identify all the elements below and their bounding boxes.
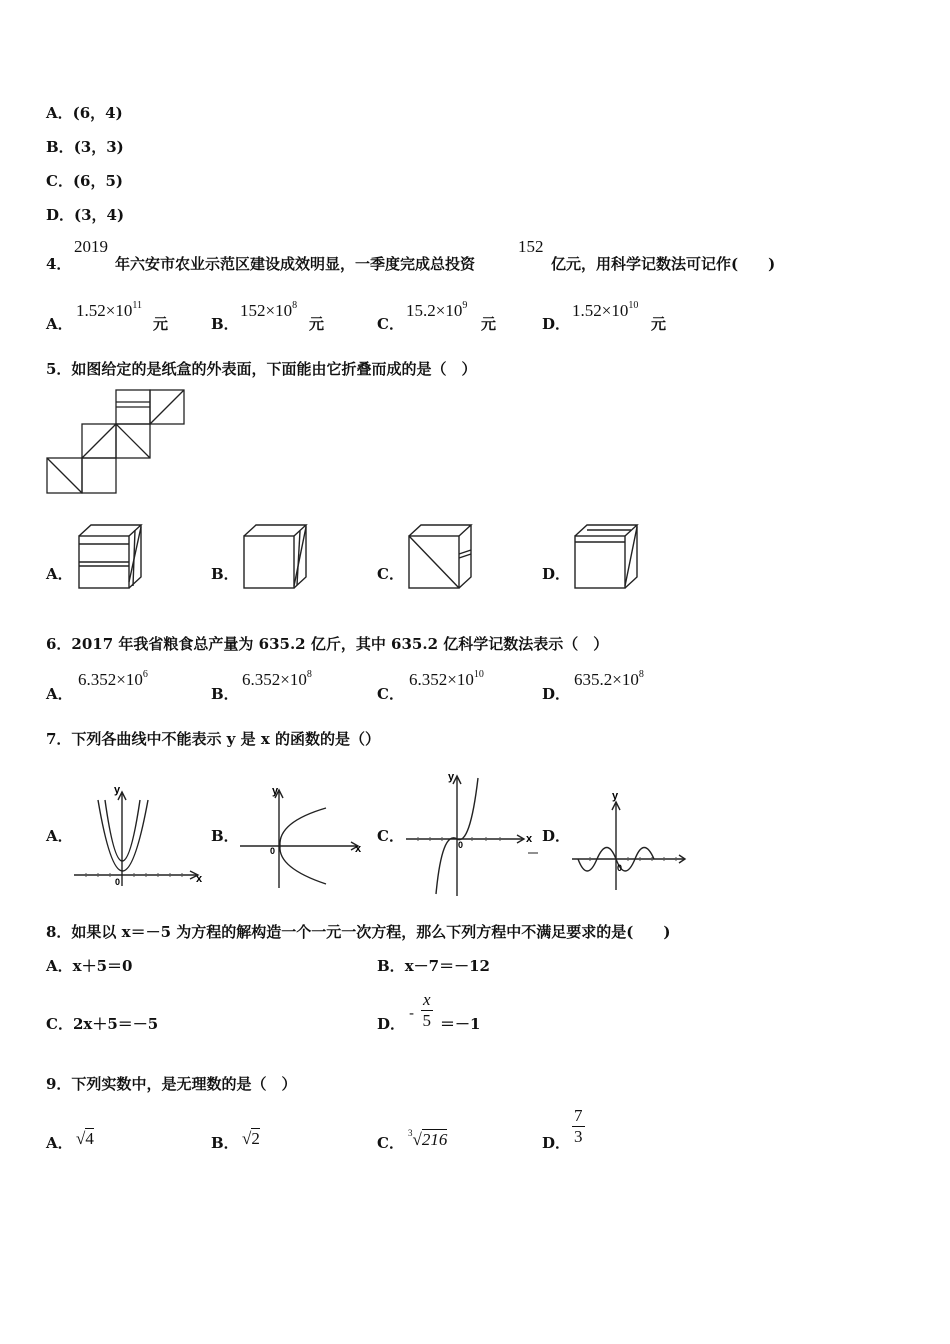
q7-a-x-label: x (196, 873, 203, 885)
q6-option-b-value: $6.352\times 10^8$ (242, 669, 312, 689)
q5-cube-d (571, 522, 643, 592)
q4-option-d-label: D． (542, 315, 571, 333)
q9-text: 9．下列实数中，是无理数的是（ ） (46, 1075, 297, 1093)
q9-option-a-value: √4 (76, 1129, 94, 1148)
q7-b-origin-label: 0 (270, 846, 276, 856)
q4-option-a-unit: 元 (153, 315, 169, 333)
q8-option-b: B．x－7＝－12 (377, 957, 490, 975)
q7-d-origin-label: 0 (617, 863, 623, 873)
q8-text: 8．如果以 x＝－5 为方程的解构造一个一元一次方程，那么下列方程中不满足要求的是( ) (46, 923, 671, 941)
q7-c-y-label: y (448, 771, 455, 783)
q7-option-b-label: B． (211, 827, 239, 845)
q8-option-a: A．x＋5＝0 (46, 957, 133, 975)
q7-c-origin-label: 0 (458, 840, 464, 850)
q4-option-b-unit: 元 (309, 315, 325, 333)
q4-option-c-label: C． (377, 315, 404, 333)
q6-option-d-label: D． (542, 685, 571, 703)
q4-text-2: 亿元，用科学记数法可记作( ) (551, 255, 776, 273)
q4-text-1: 年六安市农业示范区建设成效明显，一季度完成总投资 (115, 255, 476, 273)
q4-option-b-value: $152\times 10^8$ (240, 300, 298, 320)
q9-option-a-label: A． (46, 1134, 73, 1152)
q4-option-d-value: $1.52\times 10^{10}$ (572, 300, 639, 320)
q8-option-c: C．2x＋5＝－5 (46, 1015, 159, 1033)
q7-graph-c (404, 770, 544, 902)
q6-option-c-label: C． (377, 685, 404, 703)
q4-option-c-value: $15.2\times 10^9$ (406, 300, 468, 320)
q7-graph-b (238, 782, 368, 892)
q7-option-c-label: C． (377, 827, 404, 845)
q4-amount: 152 (518, 237, 544, 256)
q6-option-d-value: $635.2\times 10^8$ (574, 669, 644, 689)
q7-option-d-label: D． (542, 827, 571, 845)
q7-text: 7．下列各曲线中不能表示 y 是 x 的函数的是（） (46, 730, 380, 748)
q3-option-d: D．(3，4) (46, 206, 125, 224)
q9-option-d-fraction: $\frac{7}{3}$ (574, 1106, 583, 1146)
q3-option-a: A．(6，4) (46, 104, 123, 122)
q5-cube-b (240, 522, 312, 592)
q5-option-c-label: C． (377, 565, 404, 583)
q6-option-b-label: B． (211, 685, 239, 703)
q6-option-a-value: $6.352\times 10^6$ (78, 669, 148, 689)
q6-text: 6．2017 年我省粮食总产量为 635.2 亿斤，其中 635.2 亿科学记数法表示（ ） (46, 635, 609, 653)
q3-option-b: B．(3，3) (46, 138, 124, 156)
q7-b-y-label: y (272, 785, 279, 797)
q7-option-a-label: A． (46, 827, 73, 845)
q7-d-y-label: y (612, 790, 619, 802)
q5-option-a-label: A． (46, 565, 73, 583)
q4-year: 2019 (74, 237, 108, 256)
q9-option-c-value: $^3$√216 (408, 1128, 448, 1149)
q8-option-d-rest: ＝－1 (440, 1015, 481, 1033)
q4-option-a-label: A． (46, 315, 73, 333)
q5-text: 5．如图给定的是纸盒的外表面，下面能由它折叠而成的是（ ） (46, 360, 477, 378)
q5-option-d-label: D． (542, 565, 571, 583)
q8-option-d-fraction: $\frac{x}{5}$ (422, 990, 432, 1030)
q5-net-figure (40, 385, 200, 500)
q7-graph-d (570, 788, 695, 893)
q9-option-b-label: B． (211, 1134, 239, 1152)
q7-graph-a (72, 782, 207, 890)
q9-option-c-label: C． (377, 1134, 404, 1152)
q4-number: 4． (46, 255, 72, 273)
q9-option-b-value: √2 (242, 1129, 260, 1148)
q8-option-d-sign: - (409, 1004, 415, 1022)
q7-b-x-label: x (355, 843, 362, 855)
q5-cube-a (75, 522, 147, 592)
q5-cube-c (405, 522, 477, 592)
q4-option-a-value: $1.52\times 10^{11}$ (76, 300, 142, 320)
q5-option-b-label: B． (211, 565, 239, 583)
q3-option-c: C．(6，5) (46, 172, 124, 190)
q8-option-d-label: D． (377, 1015, 406, 1033)
q6-option-c-value: $6.352\times 10^{10}$ (409, 669, 484, 689)
q6-option-a-label: A． (46, 685, 73, 703)
q4-option-d-unit: 元 (651, 315, 667, 333)
q7-a-origin-label: 0 (115, 877, 121, 887)
q4-option-b-label: B． (211, 315, 239, 333)
q9-option-d-label: D． (542, 1134, 571, 1152)
q4-option-c-unit: 元 (481, 315, 497, 333)
q7-c-x-label: x (526, 833, 533, 845)
q7-a-y-label: y (114, 784, 121, 796)
